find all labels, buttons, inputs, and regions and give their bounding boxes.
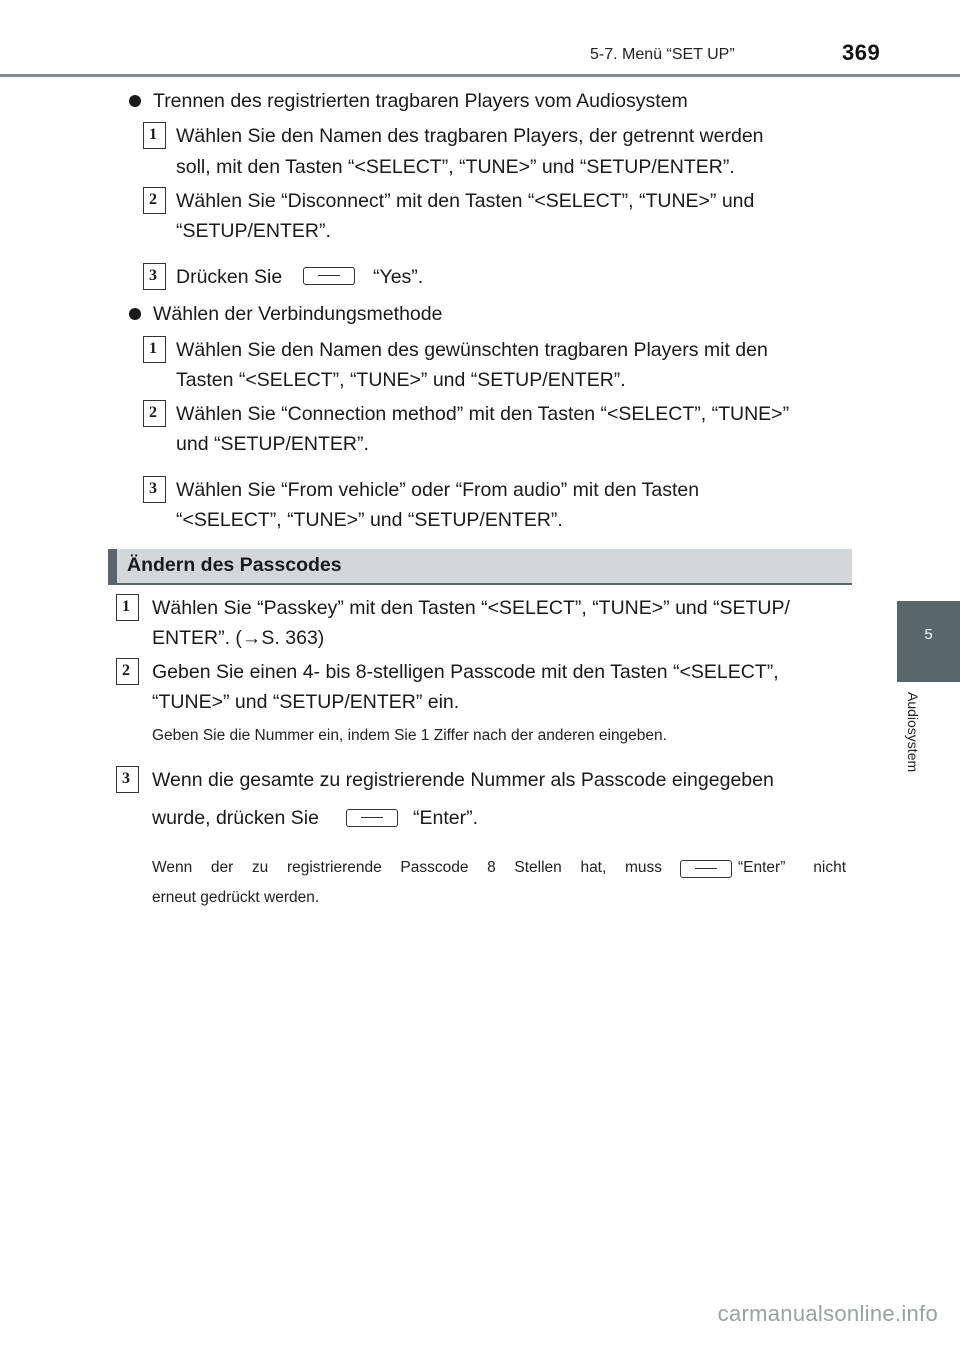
step-text: und “SETUP/ENTER”. xyxy=(176,433,369,455)
step-number: 3 xyxy=(143,263,166,290)
step-number: 1 xyxy=(143,122,166,149)
step-text: “SETUP/ENTER”. xyxy=(176,220,331,242)
step-note: Geben Sie die Nummer ein, indem Sie 1 Ziffer nach der anderen eingeben. xyxy=(152,727,667,744)
step-text: “Enter”. xyxy=(413,807,479,829)
chapter-side-label xyxy=(903,692,927,802)
bullet-icon xyxy=(129,308,141,320)
menu-button-icon xyxy=(680,860,732,878)
watermark: carmanualsonline.info xyxy=(717,1301,938,1326)
step-number: 1 xyxy=(143,336,166,363)
section-heading-rule xyxy=(108,583,852,585)
step-text: “Yes”. xyxy=(373,266,424,288)
step-number: 2 xyxy=(116,658,139,685)
step-text: ENTER”. (→S. 363) xyxy=(152,627,325,649)
step-text: Wählen Sie “Connection method” mit den Tasten “<SELECT”, “TUNE>” xyxy=(176,403,790,425)
subheading-connection-method: Wählen der Verbindungsmethode xyxy=(153,303,443,325)
step-number: 3 xyxy=(143,476,166,503)
step-text: Geben Sie einen 4- bis 8-stelligen Passcode mit den Tasten “<SELECT”, xyxy=(152,661,779,683)
page-number: 369 xyxy=(842,40,881,65)
step-text: wurde, drücken Sie xyxy=(152,807,319,829)
step-text: Wählen Sie “Passkey” mit den Tasten “<SELECT”, “TUNE>” und “SETUP/ xyxy=(152,597,790,619)
header-divider xyxy=(0,74,960,77)
step-number: 1 xyxy=(116,594,139,621)
subheading-disconnect: Trennen des registrierten tragbaren Players vom Audiosystem xyxy=(153,90,688,112)
step-text: Wählen Sie “Disconnect” mit den Tasten “<SELECT”, “TUNE>” und xyxy=(176,190,755,212)
step-text: Wählen Sie den Namen des tragbaren Players, der getrennt werden xyxy=(176,125,764,147)
step-number: 2 xyxy=(143,187,166,214)
chapter-title: 5-7. Menü “SET UP” xyxy=(590,46,735,63)
step-text: Drücken Sie xyxy=(176,266,283,288)
menu-button-icon xyxy=(303,267,355,285)
bullet-icon xyxy=(129,95,141,107)
chapter-side-label-text: Audiosystem xyxy=(905,692,921,773)
step-text: Wählen Sie “From vehicle” oder “From audio” mit den Tasten xyxy=(176,479,700,501)
step-text: Tasten “<SELECT”, “TUNE>” und “SETUP/ENTER”. xyxy=(176,369,626,391)
step-number: 3 xyxy=(116,766,139,793)
section-heading-accent xyxy=(108,549,117,583)
step-text: Wenn die gesamte zu registrierende Nummer als Passcode eingegeben xyxy=(152,769,774,791)
section-title: Ändern des Passcodes xyxy=(127,554,342,576)
step-note: Wenn der zu registrierende Passcode 8 Stellen hat, muss xyxy=(152,859,662,876)
step-text: “<SELECT”, “TUNE>” und “SETUP/ENTER”. xyxy=(176,509,563,531)
chapter-tab-number: 5 xyxy=(924,626,933,643)
step-text: “TUNE>” und “SETUP/ENTER” ein. xyxy=(152,691,460,713)
step-text: soll, mit den Tasten “<SELECT”, “TUNE>” und “SETUP/ENTER”. xyxy=(176,156,735,178)
menu-button-icon xyxy=(346,809,398,827)
step-text: Wählen Sie den Namen des gewünschten tragbaren Players mit den xyxy=(176,339,768,361)
step-number: 2 xyxy=(143,400,166,427)
step-note: erneut gedrückt werden. xyxy=(152,889,320,906)
step-note: “Enter” nicht xyxy=(738,859,846,876)
